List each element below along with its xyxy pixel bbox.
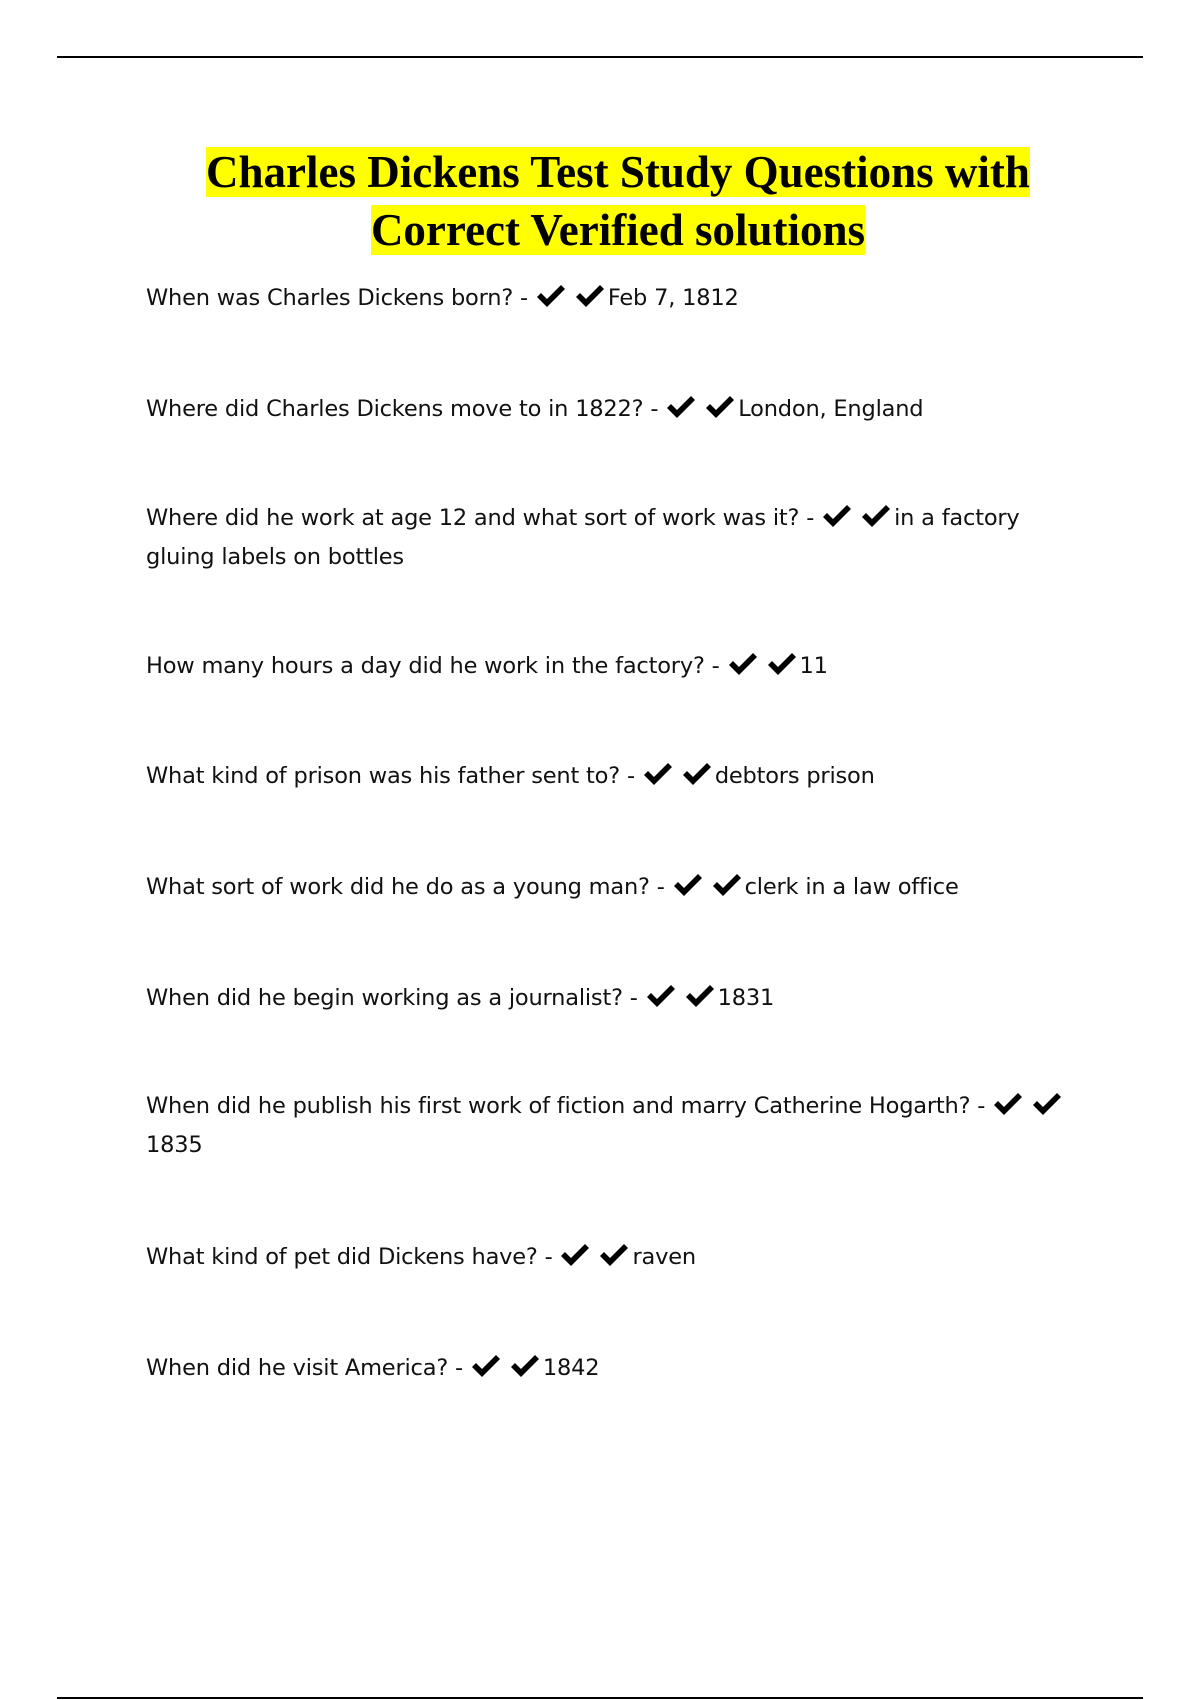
question-text: Where did he work at age 12 and what sort of work was it? - (146, 505, 815, 531)
qa-item (146, 647, 1076, 686)
answer-text: 1842 (542, 1355, 600, 1381)
qa-item (146, 390, 1076, 429)
heavy-check-mark-icon (766, 652, 798, 676)
answer-text: debtors prison (714, 763, 875, 789)
qa-item (146, 1087, 1076, 1165)
heavy-check-mark-icon (684, 984, 716, 1008)
heavy-check-mark-icon (711, 873, 743, 897)
heavy-check-mark-icon (672, 873, 704, 897)
heavy-check-mark-icon (665, 395, 697, 419)
heavy-check-mark-icon (860, 504, 892, 528)
question-text: When was Charles Dickens born? - (146, 285, 528, 311)
qa-item (146, 279, 1076, 318)
question-text: What sort of work did he do as a young man? - (146, 874, 665, 900)
question-text: Where did Charles Dickens move to in 1822? - (146, 396, 659, 422)
heavy-check-mark-icon (1031, 1092, 1063, 1116)
qa-item (146, 868, 1076, 907)
bottom-rule (57, 1697, 1143, 1699)
heavy-check-mark-icon (727, 652, 759, 676)
qa-item (146, 757, 1076, 796)
question-text: How many hours a day did he work in the factory? - (146, 653, 720, 679)
heavy-check-mark-icon (470, 1354, 502, 1378)
question-text: When did he begin working as a journalist? - (146, 985, 638, 1011)
heavy-check-mark-icon (645, 984, 677, 1008)
top-rule (57, 56, 1143, 58)
heavy-check-mark-icon (535, 284, 567, 308)
heavy-check-mark-icon (681, 762, 713, 786)
answer-text: 1831 (717, 985, 775, 1011)
question-text: When did he visit America? - (146, 1355, 463, 1381)
question-text: What kind of pet did Dickens have? - (146, 1244, 553, 1270)
qa-item (146, 1349, 1076, 1388)
heavy-check-mark-icon (821, 504, 853, 528)
heavy-check-mark-icon (704, 395, 736, 419)
title-line-1: Charles Dickens Test Study Questions with (206, 147, 1030, 197)
heavy-check-mark-icon (509, 1354, 541, 1378)
qa-item (146, 1238, 1076, 1277)
answer-text: 1835 (146, 1132, 203, 1158)
heavy-check-mark-icon (574, 284, 606, 308)
heavy-check-mark-icon (598, 1243, 630, 1267)
question-text: When did he publish his first work of fiction and marry Catherine Hogarth? - (146, 1093, 986, 1119)
qa-item (146, 979, 1076, 1018)
question-text: What kind of prison was his father sent to? - (146, 763, 635, 789)
qa-item (146, 499, 1076, 577)
title-line-2: Correct Verified solutions (370, 205, 866, 255)
answer-text: Feb 7, 1812 (607, 285, 739, 311)
answer-text: raven (632, 1244, 696, 1270)
answer-text: 11 (799, 653, 828, 679)
heavy-check-mark-icon (992, 1092, 1024, 1116)
answer-text: in a factory gluing labels on bottles (146, 505, 1020, 570)
heavy-check-mark-icon (642, 762, 674, 786)
answer-text: London, England (738, 396, 924, 422)
answer-text: clerk in a law office (744, 874, 959, 900)
heavy-check-mark-icon (559, 1243, 591, 1267)
document-title (0, 143, 1200, 259)
